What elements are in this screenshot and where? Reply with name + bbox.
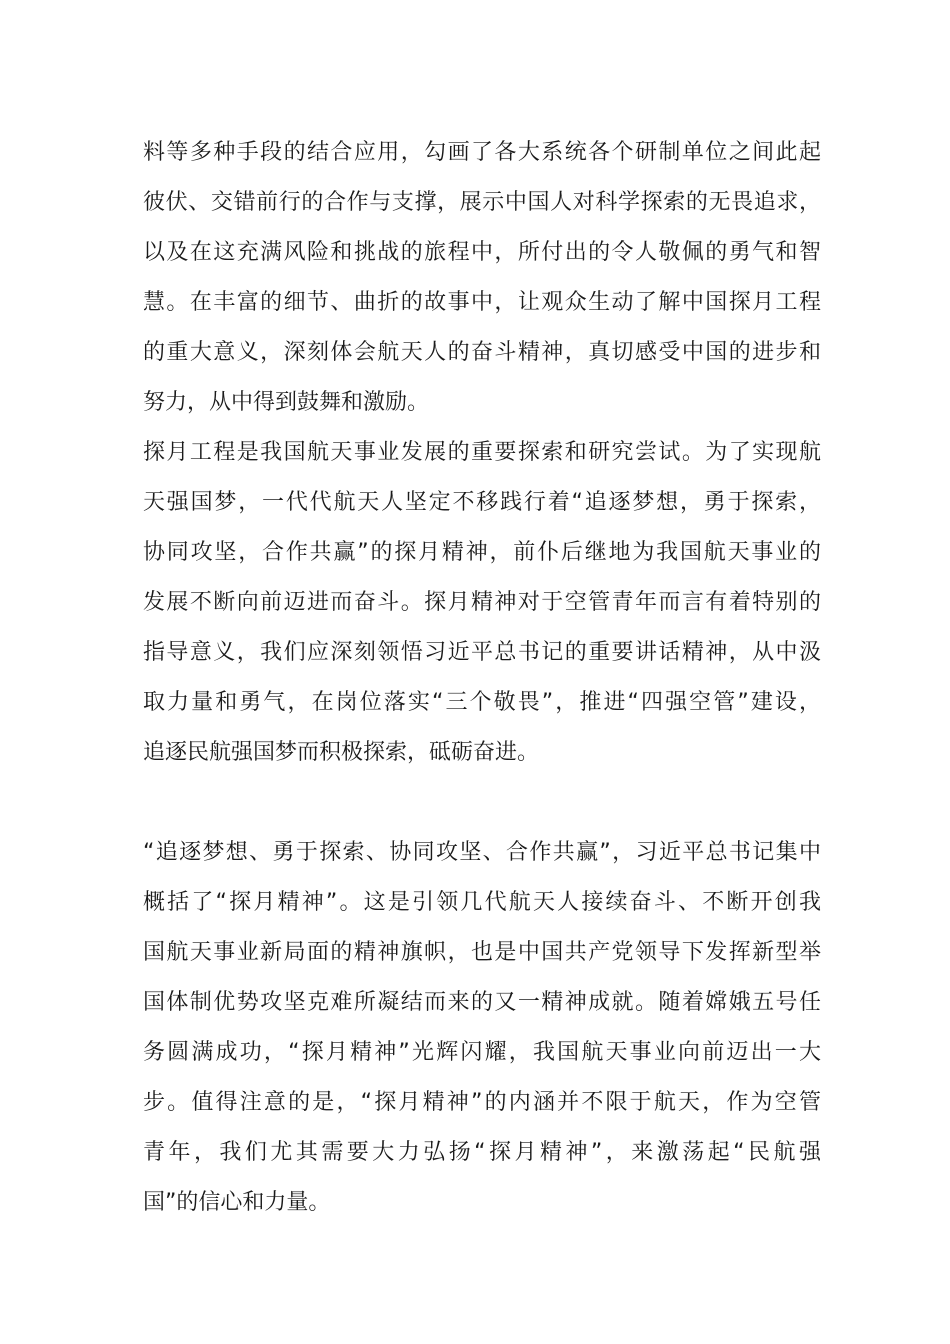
text-line: 指导意义，我们应深刻领悟习近平总书记的重要讲话精神，从中汲 [143, 640, 821, 665]
paragraph-2 [143, 428, 821, 778]
text-line: 探月工程是我国航天事业发展的重要探索和研究尝试。为了实现航 [143, 440, 821, 465]
text-line: 协同攻坚，合作共赢”的探月精神，前仆后继地为我国航天事业的 [143, 540, 821, 565]
text-line: 步。值得注意的是，“探月精神”的内涵并不限于航天，作为空管 [143, 1090, 821, 1115]
text-line: 以及在这充满风险和挑战的旅程中，所付出的令人敬佩的勇气和智 [143, 240, 821, 265]
text-line: 取力量和勇气，在岗位落实“三个敬畏”，推进“四强空管”建设， [143, 690, 821, 715]
paragraph-1 [143, 128, 821, 428]
text-line: 努力，从中得到鼓舞和激励。 [143, 390, 430, 415]
text-line: 国体制优势攻坚克难所凝结而来的又一精神成就。随着嫦娥五号任 [143, 990, 821, 1015]
document-body [143, 128, 821, 1228]
text-line: 国”的信心和力量。 [143, 1190, 331, 1215]
text-line: 国航天事业新局面的精神旗帜，也是中国共产党领导下发挥新型举 [143, 940, 821, 965]
text-line: 彼伏、交错前行的合作与支撑，展示中国人对科学探索的无畏追求， [143, 190, 821, 215]
text-line: 青年，我们尤其需要大力弘扬“探月精神”，来激荡起“民航强 [143, 1140, 821, 1165]
text-line: 概括了“探月精神”。这是引领几代航天人接续奋斗、不断开创我 [143, 890, 821, 915]
text-line: 慧。在丰富的细节、曲折的故事中，让观众生动了解中国探月工程 [143, 290, 821, 315]
paragraph-3 [143, 828, 821, 1228]
text-line: 追逐民航强国梦而积极探索，砥砺奋进。 [143, 740, 540, 765]
text-line: 发展不断向前迈进而奋斗。探月精神对于空管青年而言有着特别的 [143, 590, 821, 615]
text-line: 天强国梦，一代代航天人坚定不移践行着“追逐梦想，勇于探索， [143, 490, 821, 515]
text-line: 料等多种手段的结合应用，勾画了各大系统各个研制单位之间此起 [143, 140, 821, 165]
paragraph-spacer [143, 778, 821, 828]
text-line: 务圆满成功，“探月精神”光辉闪耀，我国航天事业向前迈出一大 [143, 1040, 821, 1065]
text-line: 的重大意义，深刻体会航天人的奋斗精神，真切感受中国的进步和 [143, 340, 821, 365]
text-line: “追逐梦想、勇于探索、协同攻坚、合作共赢”，习近平总书记集中 [143, 840, 821, 865]
